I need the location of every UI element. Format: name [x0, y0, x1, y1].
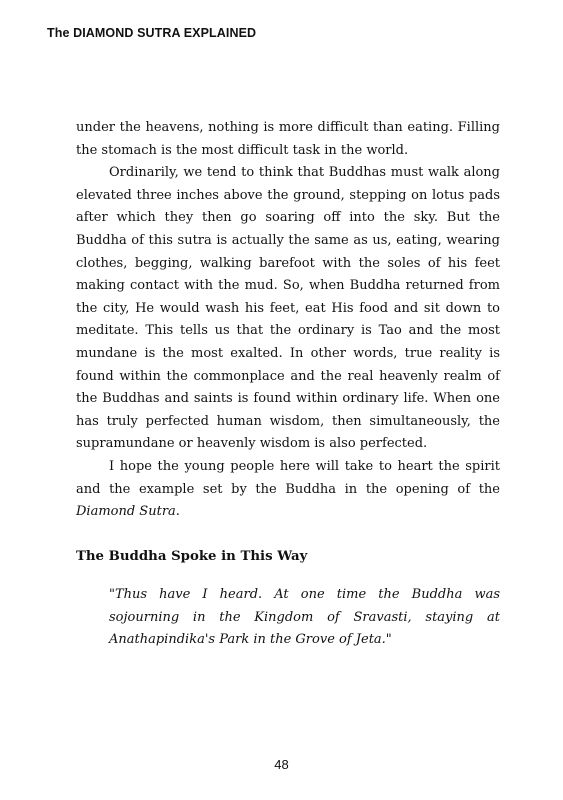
section-heading: The Buddha Spoke in This Way: [76, 548, 308, 564]
body-paragraph-continued: under the heavens, nothing is more difficult than eating. Filling the stomach is the most difficult task in the world.: [76, 120, 500, 158]
closing-text-after: .: [175, 504, 180, 520]
page-number: 48: [274, 757, 289, 772]
body-paragraph-closing: [76, 456, 500, 524]
body-paragraph-ordinary-life: Ordinarily, we tend to think that Buddhas must walk along elevated three inches above the ground, stepping on lotus pads after which they then go soaring off into the sky. But the Buddha of this sutra is actually the same as us, eating, wearing clothes, begging, walking barefoot with the soles of his feet making contact with the mud. So, when Buddha returned from the city, He would wash his feet, eat His food and sit down to meditate. This tells us that the ordinary is Tao and the most mundane is the most exalted. In other words, true reality is found within the commonplace and the real heavenly realm of the Buddhas and saints is found within ordinary life. When one has truly perfected human wisdom, then simultaneously, the supramundane or heavenly wisdom is also perfected.: [76, 165, 500, 452]
closing-text-before: I hope the young people here will take to heart the spirit and the example set by the Buddha in the opening of the: [76, 458, 500, 497]
book-title-italic: Diamond Sutra: [76, 504, 176, 520]
running-header: The DIAMOND SUTRA EXPLAINED: [47, 26, 257, 40]
page-body: [76, 117, 500, 652]
sutra-quote: "Thus have I heard. At one time the Buddha was sojourning in the Kingdom of Sravasti, staying at Anathapindika's Park in the Grove of Jeta.": [109, 587, 500, 648]
